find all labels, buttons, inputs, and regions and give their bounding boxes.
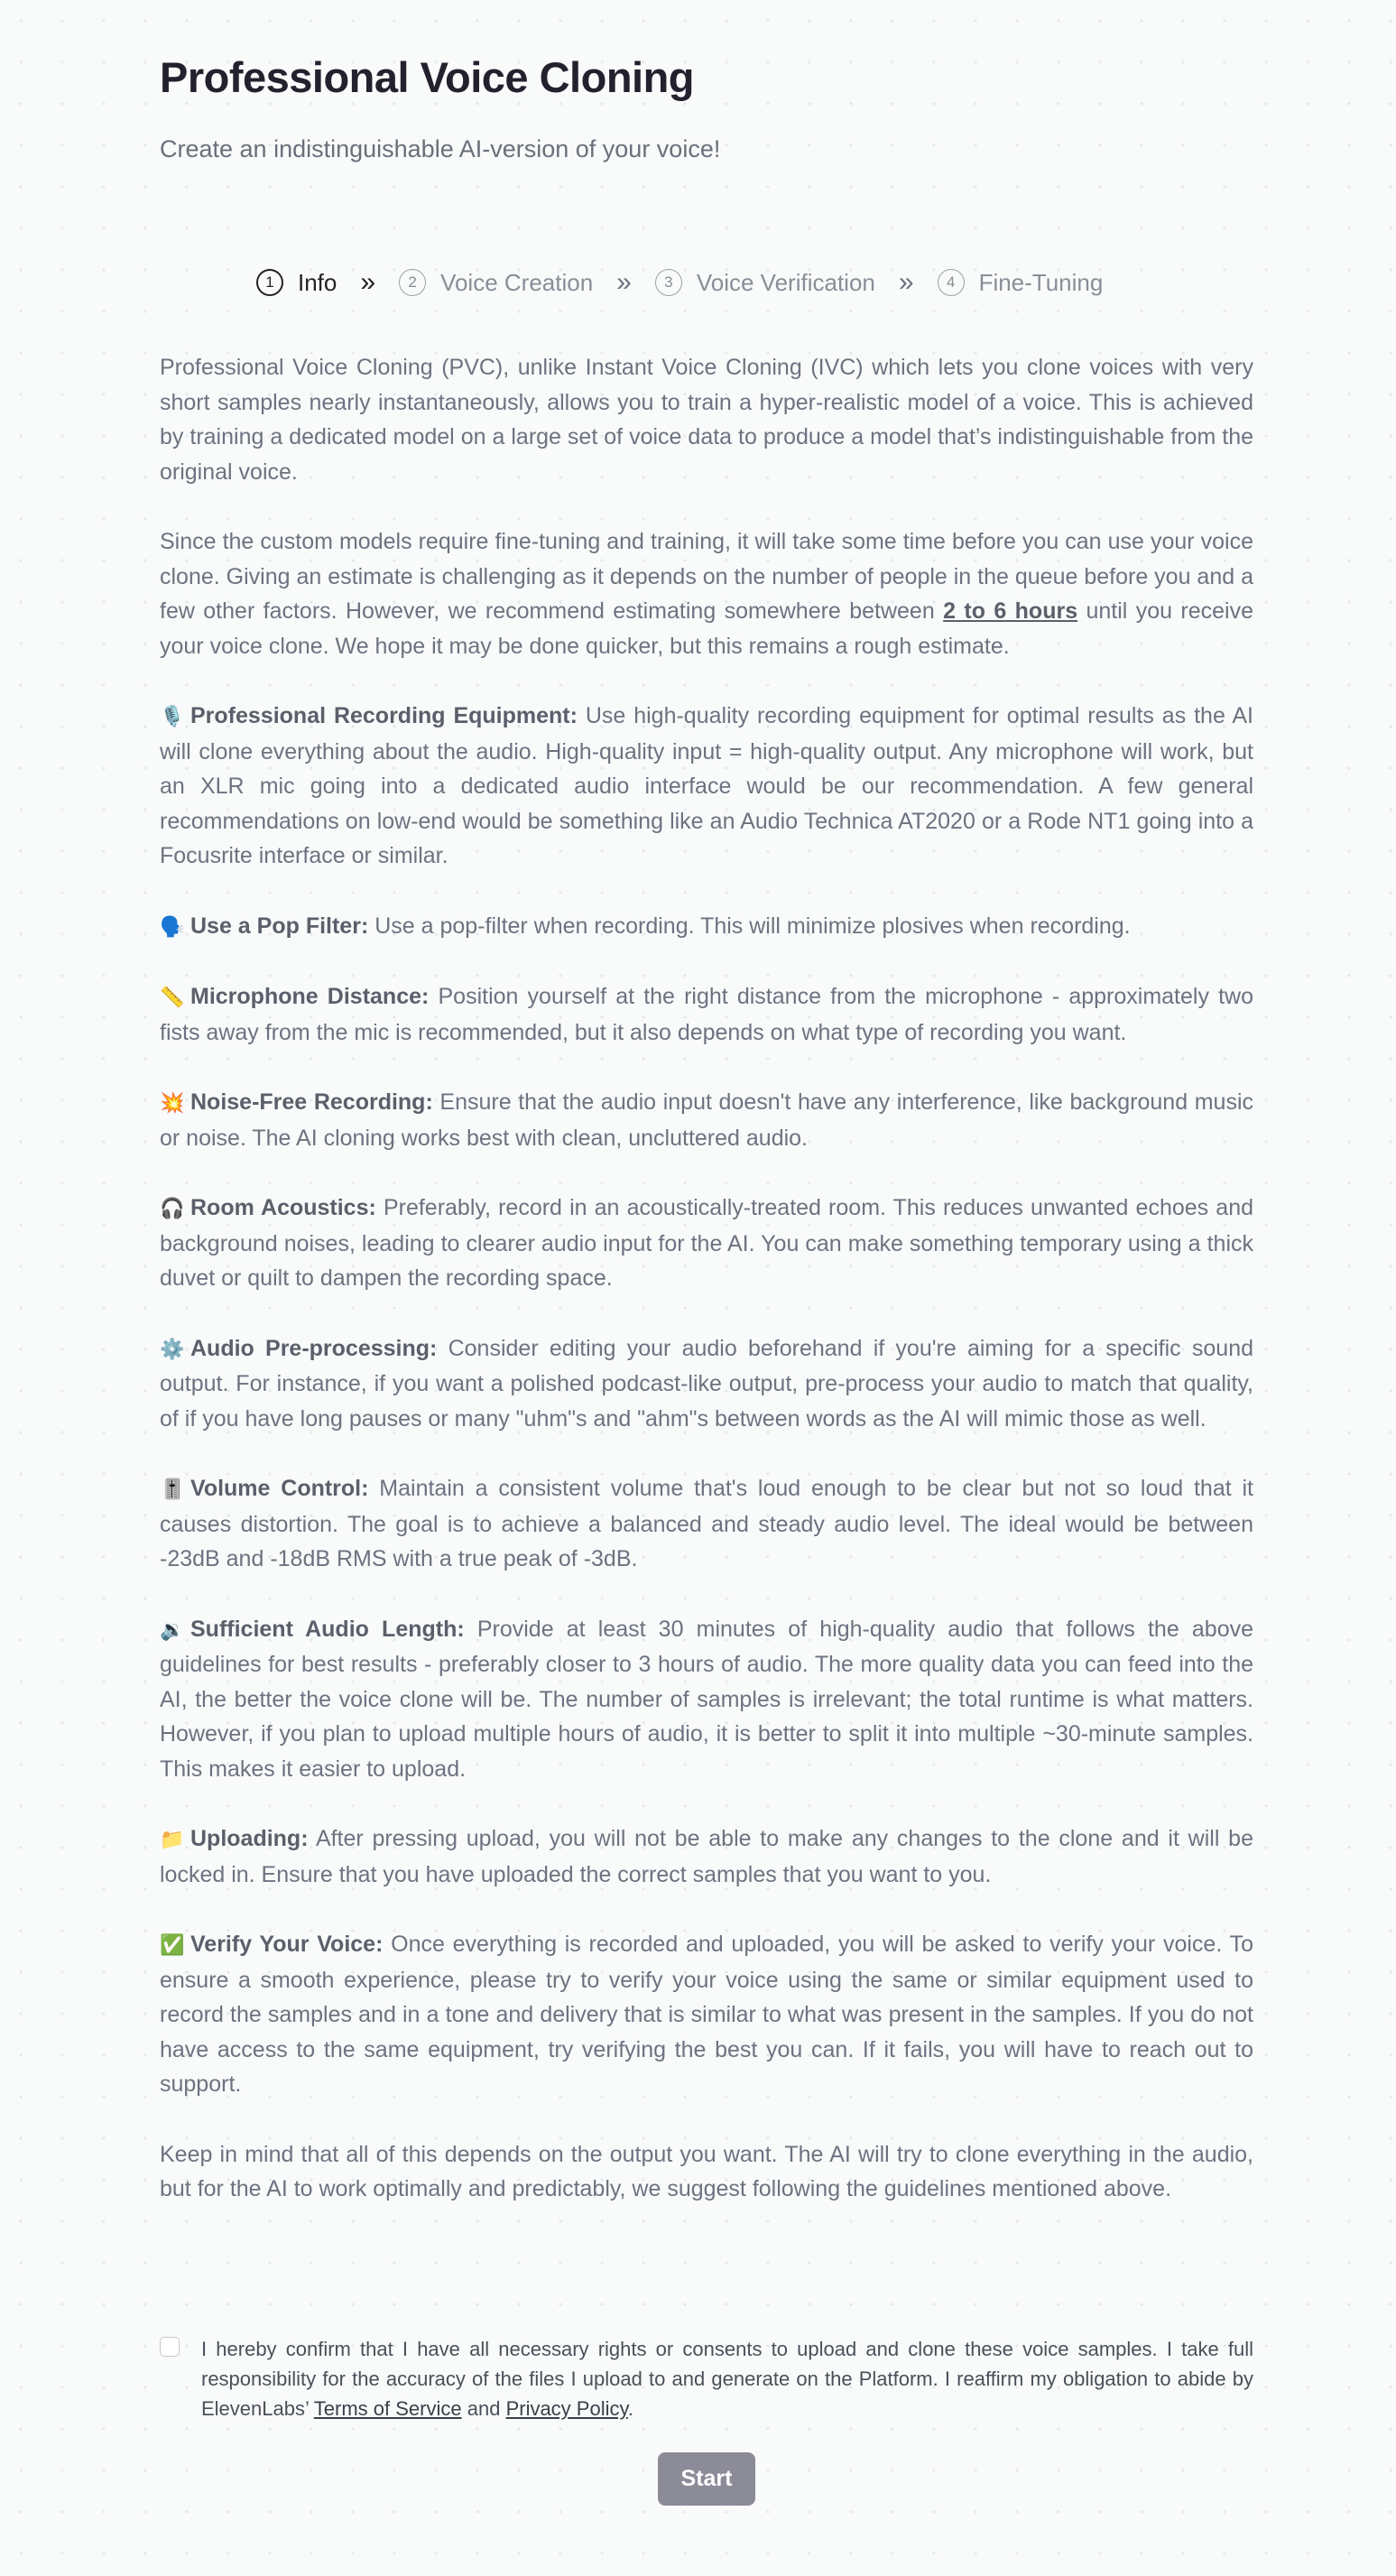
tip-audio-preprocessing — [160, 1331, 1253, 1437]
step-number-4: 4 — [938, 269, 965, 296]
consent-text: I hereby confirm that I have all necessary rights or consents to upload and clone these voice samples. I take full responsibility for the accuracy of the files I upload to and generate on the Platform. I reaffirm my obligation to abide by ElevenLabs’ Terms of Service and Privacy Policy. — [201, 2338, 1253, 2420]
tip-text: Provide at least 30 minutes of high-quality audio that follows the above guidelines for best results - preferably closer to 3 hours of audio. The more quality data you can feed into the AI, the better the voice clone will be. The number of samples is irrelevant; the total runtime is what matters. However, if you plan to upload multiple hours of audio, it is better to split it into multiple ~30-minute samples. This makes it easier to upload. — [160, 1616, 1253, 1782]
start-button[interactable]: Start — [658, 2452, 755, 2506]
tip-microphone-distance — [160, 979, 1253, 1050]
step-voice-creation[interactable] — [399, 269, 593, 297]
speaking-head-icon: 🗣️ — [160, 914, 185, 938]
step-voice-verification[interactable] — [655, 269, 875, 297]
collision-icon: 💥 — [160, 1091, 185, 1114]
consent-row — [160, 2334, 1253, 2423]
tip-audio-length — [160, 1612, 1253, 1787]
folder-icon: 📁 — [160, 1828, 185, 1850]
tip-title: Professional Recording Equipment: — [190, 703, 578, 728]
speaker-icon: 🔉 — [160, 1617, 185, 1641]
level-slider-icon: 🎚️ — [160, 1478, 185, 1500]
step-info[interactable] — [256, 269, 337, 297]
tip-recording-equipment — [160, 699, 1253, 874]
tip-text: Position yourself at the right distance from the microphone - approximately two fists away from the mic is recommended, but it also depends on what type of recording you want. — [160, 984, 1253, 1045]
step-number-1: 1 — [256, 269, 283, 296]
chevron-double-right-icon: » — [616, 267, 624, 297]
tip-pop-filter — [160, 909, 1253, 945]
tip-title: Verify Your Voice: — [190, 1932, 384, 1957]
tip-title: Room Acoustics: — [190, 1195, 376, 1220]
step-number-2: 2 — [399, 269, 426, 296]
tip-title: Audio Pre-processing: — [190, 1335, 438, 1361]
info-content — [160, 350, 1253, 2242]
chevron-double-right-icon: » — [898, 267, 906, 297]
tip-text: Consider editing your audio beforehand if you're aiming for a specific sound output. For instance, if you want a polished podcast-like output, pre-process your audio to match that quality, of if you have long pauses or many "uhm"s and "ahm"s between words as the AI will mimic those as well. — [160, 1335, 1254, 1432]
tip-volume-control — [160, 1471, 1253, 1577]
privacy-policy-link[interactable]: Privacy Policy — [505, 2397, 628, 2420]
step-number-3: 3 — [655, 269, 682, 296]
tip-uploading — [160, 1821, 1253, 1892]
ruler-icon: 📏 — [160, 986, 185, 1008]
tip-verify-voice — [160, 1927, 1253, 2102]
check-mark-icon: ✅ — [160, 1933, 185, 1956]
timing-paragraph: Since the custom models require fine-tuning and training, it will take some time before you can use your voice clone. Giving an estimate is challenging as it depends on the number of people in the queue before you and a few other factors. However, we recommend estimating somewhere between 2 to 6 hours until you receive your voice clone. We hope it may be done quicker, but this remains a rough estimate. — [160, 529, 1254, 659]
tip-title: Use a Pop Filter: — [190, 913, 369, 939]
tip-noise-free — [160, 1085, 1253, 1155]
step-label-info: Info — [298, 268, 337, 296]
step-label-voice-verification: Voice Verification — [696, 268, 875, 296]
tip-text: Ensure that the audio input doesn't have any interference, like background music or noise. The AI cloning works best with clean, uncluttered audio. — [160, 1089, 1253, 1151]
tip-title: Sufficient Audio Length: — [190, 1616, 465, 1642]
stepper — [256, 267, 1103, 298]
tip-text: Maintain a consistent volume that's loud enough to be clear but not so loud that it causes distortion. The goal is to achieve a balanced and steady audio level. The ideal would be between -23dB and -18dB RMS with a true peak of -3dB. — [160, 1476, 1253, 1571]
microphone-icon: 🎙️ — [160, 705, 185, 727]
tip-text: Use a pop-filter when recording. This will minimize plosives when recording. — [374, 913, 1131, 939]
chevron-double-right-icon: » — [360, 267, 368, 297]
tip-text: Once everything is recorded and uploaded, you will be asked to verify your voice. To ensure a smooth experience, please try to verify your voice using the same or similar equipment used to record the samples and in a tone and delivery that is similar to what was present in the samples. If you do not have access to the same equipment, try verifying the best you can. If it fails, you will have to reach out to support. — [160, 1932, 1253, 2097]
tip-text: Preferably, record in an acoustically-treated room. This reduces unwanted echoes and background noises, leading to clearer audio input for the AI. You can make something temporary using a thick duvet or quilt to dampen the recording space. — [160, 1195, 1254, 1291]
headphones-icon: 🎧 — [160, 1197, 185, 1219]
page-title: Professional Voice Cloning — [160, 53, 695, 101]
tip-text: Use high-quality recording equipment for optimal results as the AI will clone everything about the audio. High-quality input = high-quality output. Any microphone will work, but an XLR mic going into a dedicated audio interface would be our recommendation. A few general recommendations on low-end would be something like an Audio Technica AT2020 or a Rode NT1 going into a Focusrite interface or similar. — [160, 703, 1253, 868]
gear-icon: ⚙️ — [160, 1337, 185, 1360]
tip-title: Microphone Distance: — [190, 984, 430, 1009]
tip-title: Volume Control: — [190, 1476, 369, 1501]
page-subtitle: Create an indistinguishable AI-version of your voice! — [160, 135, 721, 162]
step-fine-tuning[interactable] — [938, 269, 1104, 297]
terms-of-service-link[interactable]: Terms of Service — [313, 2397, 462, 2420]
tip-title: Noise-Free Recording: — [190, 1089, 433, 1115]
closing-paragraph: Keep in mind that all of this depends on the output you want. The AI will try to clone everything in the audio, but for the AI to work optimally and predictably, we suggest following the guidelines mentioned above. — [160, 2141, 1253, 2201]
step-label-voice-creation: Voice Creation — [440, 268, 594, 296]
tip-text: After pressing upload, you will not be able to make any changes to the clone and it will be locked in. Ensure that you have uploaded the correct samples that you want to you. — [160, 1826, 1253, 1887]
step-label-fine-tuning: Fine-Tuning — [978, 268, 1104, 296]
estimate-highlight: 2 to 6 hours — [943, 598, 1078, 624]
tip-title: Uploading: — [190, 1826, 309, 1851]
tip-room-acoustics — [160, 1191, 1253, 1296]
consent-checkbox[interactable] — [160, 2337, 180, 2357]
intro-paragraph: Professional Voice Cloning (PVC), unlike Instant Voice Cloning (IVC) which lets you clone voices with very short samples nearly instantaneously, allows you to train a hyper-realistic model of a voice. This is achieved by training a dedicated model on a large set of voice data to produce a model that’s indistinguishable from the original voice. — [160, 355, 1253, 485]
